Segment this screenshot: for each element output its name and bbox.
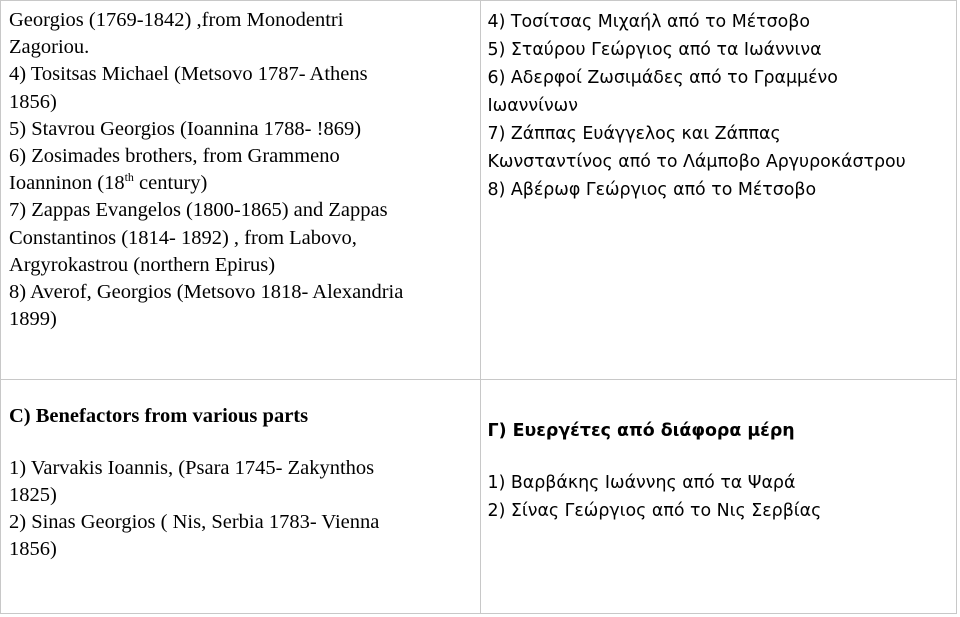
superscript-th: th — [124, 170, 134, 185]
table-row — [1, 379, 957, 613]
text-line: Argyrokastrou (northern Epirus) — [9, 253, 276, 276]
text-line: 8) Averof, Georgios (Metsovo 1818- Alexandria — [9, 281, 404, 304]
text-line: Zagoriou. — [9, 36, 90, 59]
century-prefix: Ioanninon (18 — [9, 172, 125, 195]
section-heading: Γ) Ευεργέτες από διάφορα μέρη — [487, 420, 795, 441]
table-row — [1, 1, 957, 380]
text-line-century — [9, 170, 472, 197]
text-line: 1825) — [9, 483, 57, 506]
greek-benefactors-various-cell — [480, 379, 957, 613]
text-line: 7) Ζάππας Ευάγγελος και Ζάππας — [487, 124, 781, 144]
text-line: Constantinos (1814- 1892) , from Labovo, — [9, 226, 357, 249]
text-line: 1) Varvakis Ioannis, (Psara 1745- Zakynthos — [9, 456, 375, 479]
text-line: 8) Αβέρωφ Γεώργιος από το Μέτσοβο — [487, 180, 817, 200]
text-line: 4) Τοσίτσας Μιχαήλ από το Μέτσοβο — [487, 12, 810, 32]
text-line: 2) Σίνας Γεώργιος από το Νις Σερβίας — [487, 500, 822, 521]
english-benefactors-various-cell — [1, 379, 481, 613]
century-suffix: century) — [133, 172, 208, 195]
text-line: 5) Σταύρου Γεώργιος από τα Ιωάννινα — [487, 40, 822, 60]
english-benefactors-epirus-cell — [1, 1, 481, 380]
text-line: Κωνσταντίνος από το Λάμποβο Αργυροκάστρου — [487, 152, 906, 172]
text-line: 1856) — [9, 538, 57, 561]
text-line: 6) Zosimades brothers, from Grammeno — [9, 145, 340, 168]
text-line: 1899) — [9, 308, 57, 331]
text-line: 1) Βαρβάκης Ιωάννης από τα Ψαρά — [487, 472, 796, 493]
text-line: 4) Tositsas Michael (Metsovo 1787- Athens — [9, 63, 368, 86]
greek-benefactors-epirus-cell — [480, 1, 957, 380]
text-line: 1856) — [9, 90, 57, 113]
text-line: Ιωαννίνων — [487, 96, 578, 116]
text-line: 2) Sinas Georgios ( Nis, Serbia 1783- Vienna — [9, 511, 380, 534]
text-line: 7) Zappas Evangelos (1800-1865) and Zappas — [9, 199, 388, 222]
text-line: Georgios (1769-1842) ,from Monodentri — [9, 9, 344, 31]
section-heading: C) Benefactors from various parts — [9, 404, 309, 427]
text-line: 5) Stavrou Georgios (Ioannina 1788- !869) — [9, 117, 362, 140]
text-line: 6) Αδερφοί Ζωσιμάδες από το Γραμμένο — [487, 68, 838, 88]
